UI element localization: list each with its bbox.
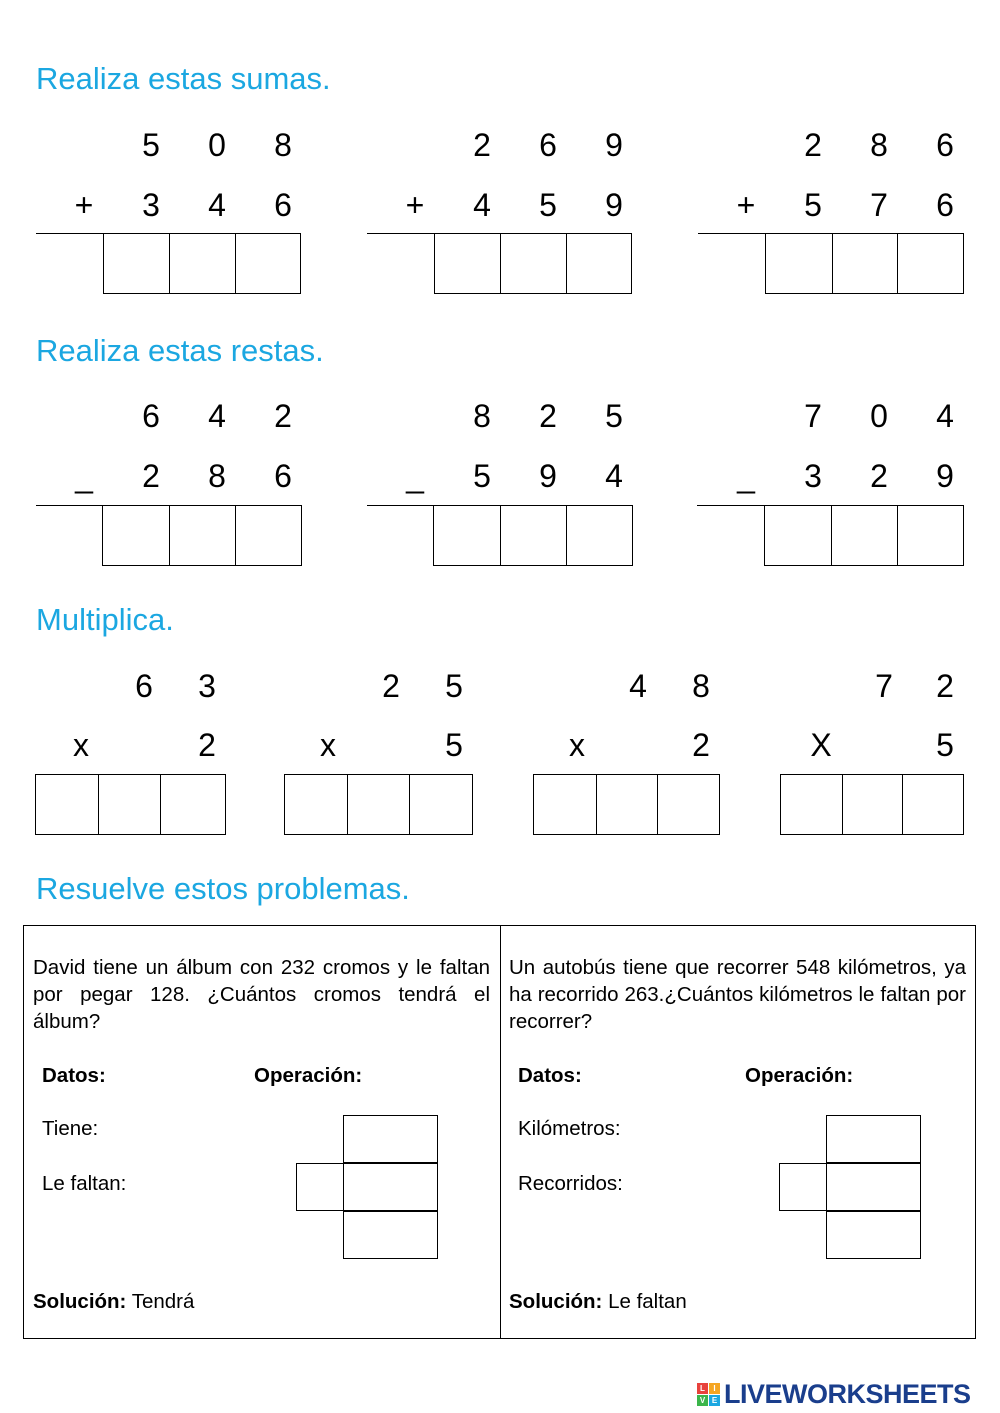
result-line xyxy=(697,505,765,506)
logo-text: LIVEWORKSHEETS xyxy=(724,1378,971,1409)
digit: 5 xyxy=(605,398,623,434)
digit: 2 xyxy=(870,458,888,494)
result-line xyxy=(698,233,766,234)
answer-box[interactable] xyxy=(832,234,898,293)
plus-sign: + xyxy=(405,187,425,223)
digit: 5 xyxy=(804,187,822,223)
digit: 2 xyxy=(142,458,160,494)
answer-box[interactable] xyxy=(103,506,169,565)
answer-box[interactable] xyxy=(285,775,347,834)
logo-mark xyxy=(697,1383,720,1406)
solution-label: Solución: xyxy=(509,1290,603,1313)
answer-box[interactable] xyxy=(657,775,719,834)
logo-letter: V xyxy=(697,1395,708,1406)
problem-statement: David tiene un álbum con 232 cromos y le faltan por pegar 128. ¿Cuántos cromos tendrá el álbum? xyxy=(33,956,490,1033)
answer-box[interactable] xyxy=(500,506,566,565)
plus-sign: + xyxy=(74,187,94,223)
digit: 2 xyxy=(692,727,710,763)
answer-boxes xyxy=(780,774,964,835)
digit: 9 xyxy=(605,187,623,223)
result-line xyxy=(367,505,435,506)
digit: 4 xyxy=(629,668,647,704)
digit: 8 xyxy=(473,398,491,434)
problem-2 xyxy=(500,926,976,1338)
answer-box[interactable] xyxy=(842,775,903,834)
liveworksheets-logo xyxy=(697,1378,971,1410)
answer-boxes xyxy=(433,505,633,566)
data-line-2: Recorridos: xyxy=(518,1172,623,1195)
operation-sign-box[interactable] xyxy=(296,1163,344,1211)
digit: 4 xyxy=(208,398,226,434)
answer-boxes xyxy=(765,233,964,294)
operation-box[interactable] xyxy=(826,1163,921,1211)
problems-title: Resuelve estos problemas. xyxy=(36,871,410,906)
problems-table xyxy=(23,925,976,1339)
answer-box[interactable] xyxy=(347,775,409,834)
subtractions-title: Realiza estas restas. xyxy=(36,333,324,368)
times-sign: x xyxy=(320,727,336,763)
answer-box[interactable] xyxy=(409,775,471,834)
digit: 8 xyxy=(208,458,226,494)
answer-box[interactable] xyxy=(897,234,963,293)
result-line xyxy=(36,505,104,506)
digit: 7 xyxy=(804,398,822,434)
data-line-2: Le faltan: xyxy=(42,1172,127,1195)
multiply-title: Multiplica. xyxy=(36,602,174,637)
digit: 7 xyxy=(870,187,888,223)
minus-sign: _ xyxy=(75,458,93,494)
problem-statement: Un autobús tiene que recorrer 548 kilómetros, ya ha recorrido 263.¿Cuántos kilómetros le faltan por recorrer? xyxy=(509,956,966,1033)
digit: 2 xyxy=(198,727,216,763)
answer-box[interactable] xyxy=(765,506,831,565)
solution-line xyxy=(509,1292,687,1313)
digit: 5 xyxy=(142,127,160,163)
digit: 2 xyxy=(936,668,954,704)
digit: 6 xyxy=(274,458,292,494)
answer-box[interactable] xyxy=(169,234,234,293)
digit: 4 xyxy=(936,398,954,434)
result-line xyxy=(367,233,435,234)
digit: 5 xyxy=(539,187,557,223)
times-sign: X xyxy=(810,727,832,763)
result-line xyxy=(36,233,104,234)
solution-text: Le faltan xyxy=(602,1290,687,1313)
answer-box[interactable] xyxy=(98,775,160,834)
answer-box[interactable] xyxy=(566,506,632,565)
answer-box[interactable] xyxy=(36,775,98,834)
sums-title: Realiza estas sumas. xyxy=(36,61,331,96)
operation-box[interactable] xyxy=(343,1163,438,1211)
answer-box[interactable] xyxy=(781,775,842,834)
operation-box[interactable] xyxy=(826,1115,921,1163)
operacion-label: Operación: xyxy=(745,1064,854,1087)
digit: 5 xyxy=(936,727,954,763)
operation-sign-box[interactable] xyxy=(779,1163,827,1211)
digit: 9 xyxy=(539,458,557,494)
digit: 6 xyxy=(142,398,160,434)
logo-letter: E xyxy=(709,1395,720,1406)
operation-box[interactable] xyxy=(343,1211,438,1259)
digit: 5 xyxy=(473,458,491,494)
answer-boxes xyxy=(764,505,964,566)
solution-label: Solución: xyxy=(33,1290,127,1313)
digit: 2 xyxy=(539,398,557,434)
answer-box[interactable] xyxy=(104,234,169,293)
digit: 3 xyxy=(142,187,160,223)
digit: 9 xyxy=(605,127,623,163)
digit: 3 xyxy=(198,668,216,704)
problem-1 xyxy=(24,926,500,1338)
answer-boxes xyxy=(35,774,226,835)
digit: 8 xyxy=(870,127,888,163)
answer-box[interactable] xyxy=(435,234,500,293)
operacion-label: Operación: xyxy=(254,1064,363,1087)
digit: 8 xyxy=(692,668,710,704)
minus-sign: _ xyxy=(737,458,755,494)
digit: 6 xyxy=(539,127,557,163)
answer-boxes xyxy=(533,774,720,835)
solution-line xyxy=(33,1292,194,1313)
digit: 6 xyxy=(274,187,292,223)
answer-box[interactable] xyxy=(235,234,300,293)
digit: 2 xyxy=(804,127,822,163)
answer-box[interactable] xyxy=(169,506,235,565)
operation-box[interactable] xyxy=(826,1211,921,1259)
digit: 6 xyxy=(936,127,954,163)
answer-box[interactable] xyxy=(766,234,832,293)
digit: 5 xyxy=(445,668,463,704)
answer-box[interactable] xyxy=(534,775,596,834)
answer-box[interactable] xyxy=(831,506,897,565)
digit: 3 xyxy=(804,458,822,494)
digit: 9 xyxy=(936,458,954,494)
times-sign: x xyxy=(569,727,585,763)
answer-box[interactable] xyxy=(500,234,565,293)
answer-box[interactable] xyxy=(897,506,963,565)
digit: 2 xyxy=(274,398,292,434)
answer-box[interactable] xyxy=(160,775,222,834)
answer-boxes xyxy=(102,505,302,566)
logo-letter: I xyxy=(709,1383,720,1394)
answer-boxes xyxy=(434,233,632,294)
answer-box[interactable] xyxy=(235,506,301,565)
operation-box[interactable] xyxy=(343,1115,438,1163)
digit: 4 xyxy=(473,187,491,223)
digit: 2 xyxy=(382,668,400,704)
plus-sign: + xyxy=(736,187,756,223)
data-line-1: Kilómetros: xyxy=(518,1117,621,1140)
digit: 4 xyxy=(605,458,623,494)
answer-boxes xyxy=(103,233,301,294)
digit: 7 xyxy=(875,668,893,704)
answer-box[interactable] xyxy=(902,775,963,834)
data-line-1: Tiene: xyxy=(42,1117,99,1140)
digit: 0 xyxy=(870,398,888,434)
digit: 2 xyxy=(473,127,491,163)
digit: 8 xyxy=(274,127,292,163)
digit: 4 xyxy=(208,187,226,223)
solution-text: Tendrá xyxy=(126,1290,195,1313)
times-sign: x xyxy=(73,727,89,763)
digit: 5 xyxy=(445,727,463,763)
answer-box[interactable] xyxy=(434,506,500,565)
answer-box[interactable] xyxy=(566,234,631,293)
datos-label: Datos: xyxy=(518,1064,582,1087)
answer-box[interactable] xyxy=(596,775,658,834)
digit: 6 xyxy=(936,187,954,223)
minus-sign: _ xyxy=(406,458,424,494)
datos-label: Datos: xyxy=(42,1064,106,1087)
logo-letter: L xyxy=(697,1383,708,1394)
digit: 0 xyxy=(208,127,226,163)
digit: 6 xyxy=(135,668,153,704)
answer-boxes xyxy=(284,774,473,835)
